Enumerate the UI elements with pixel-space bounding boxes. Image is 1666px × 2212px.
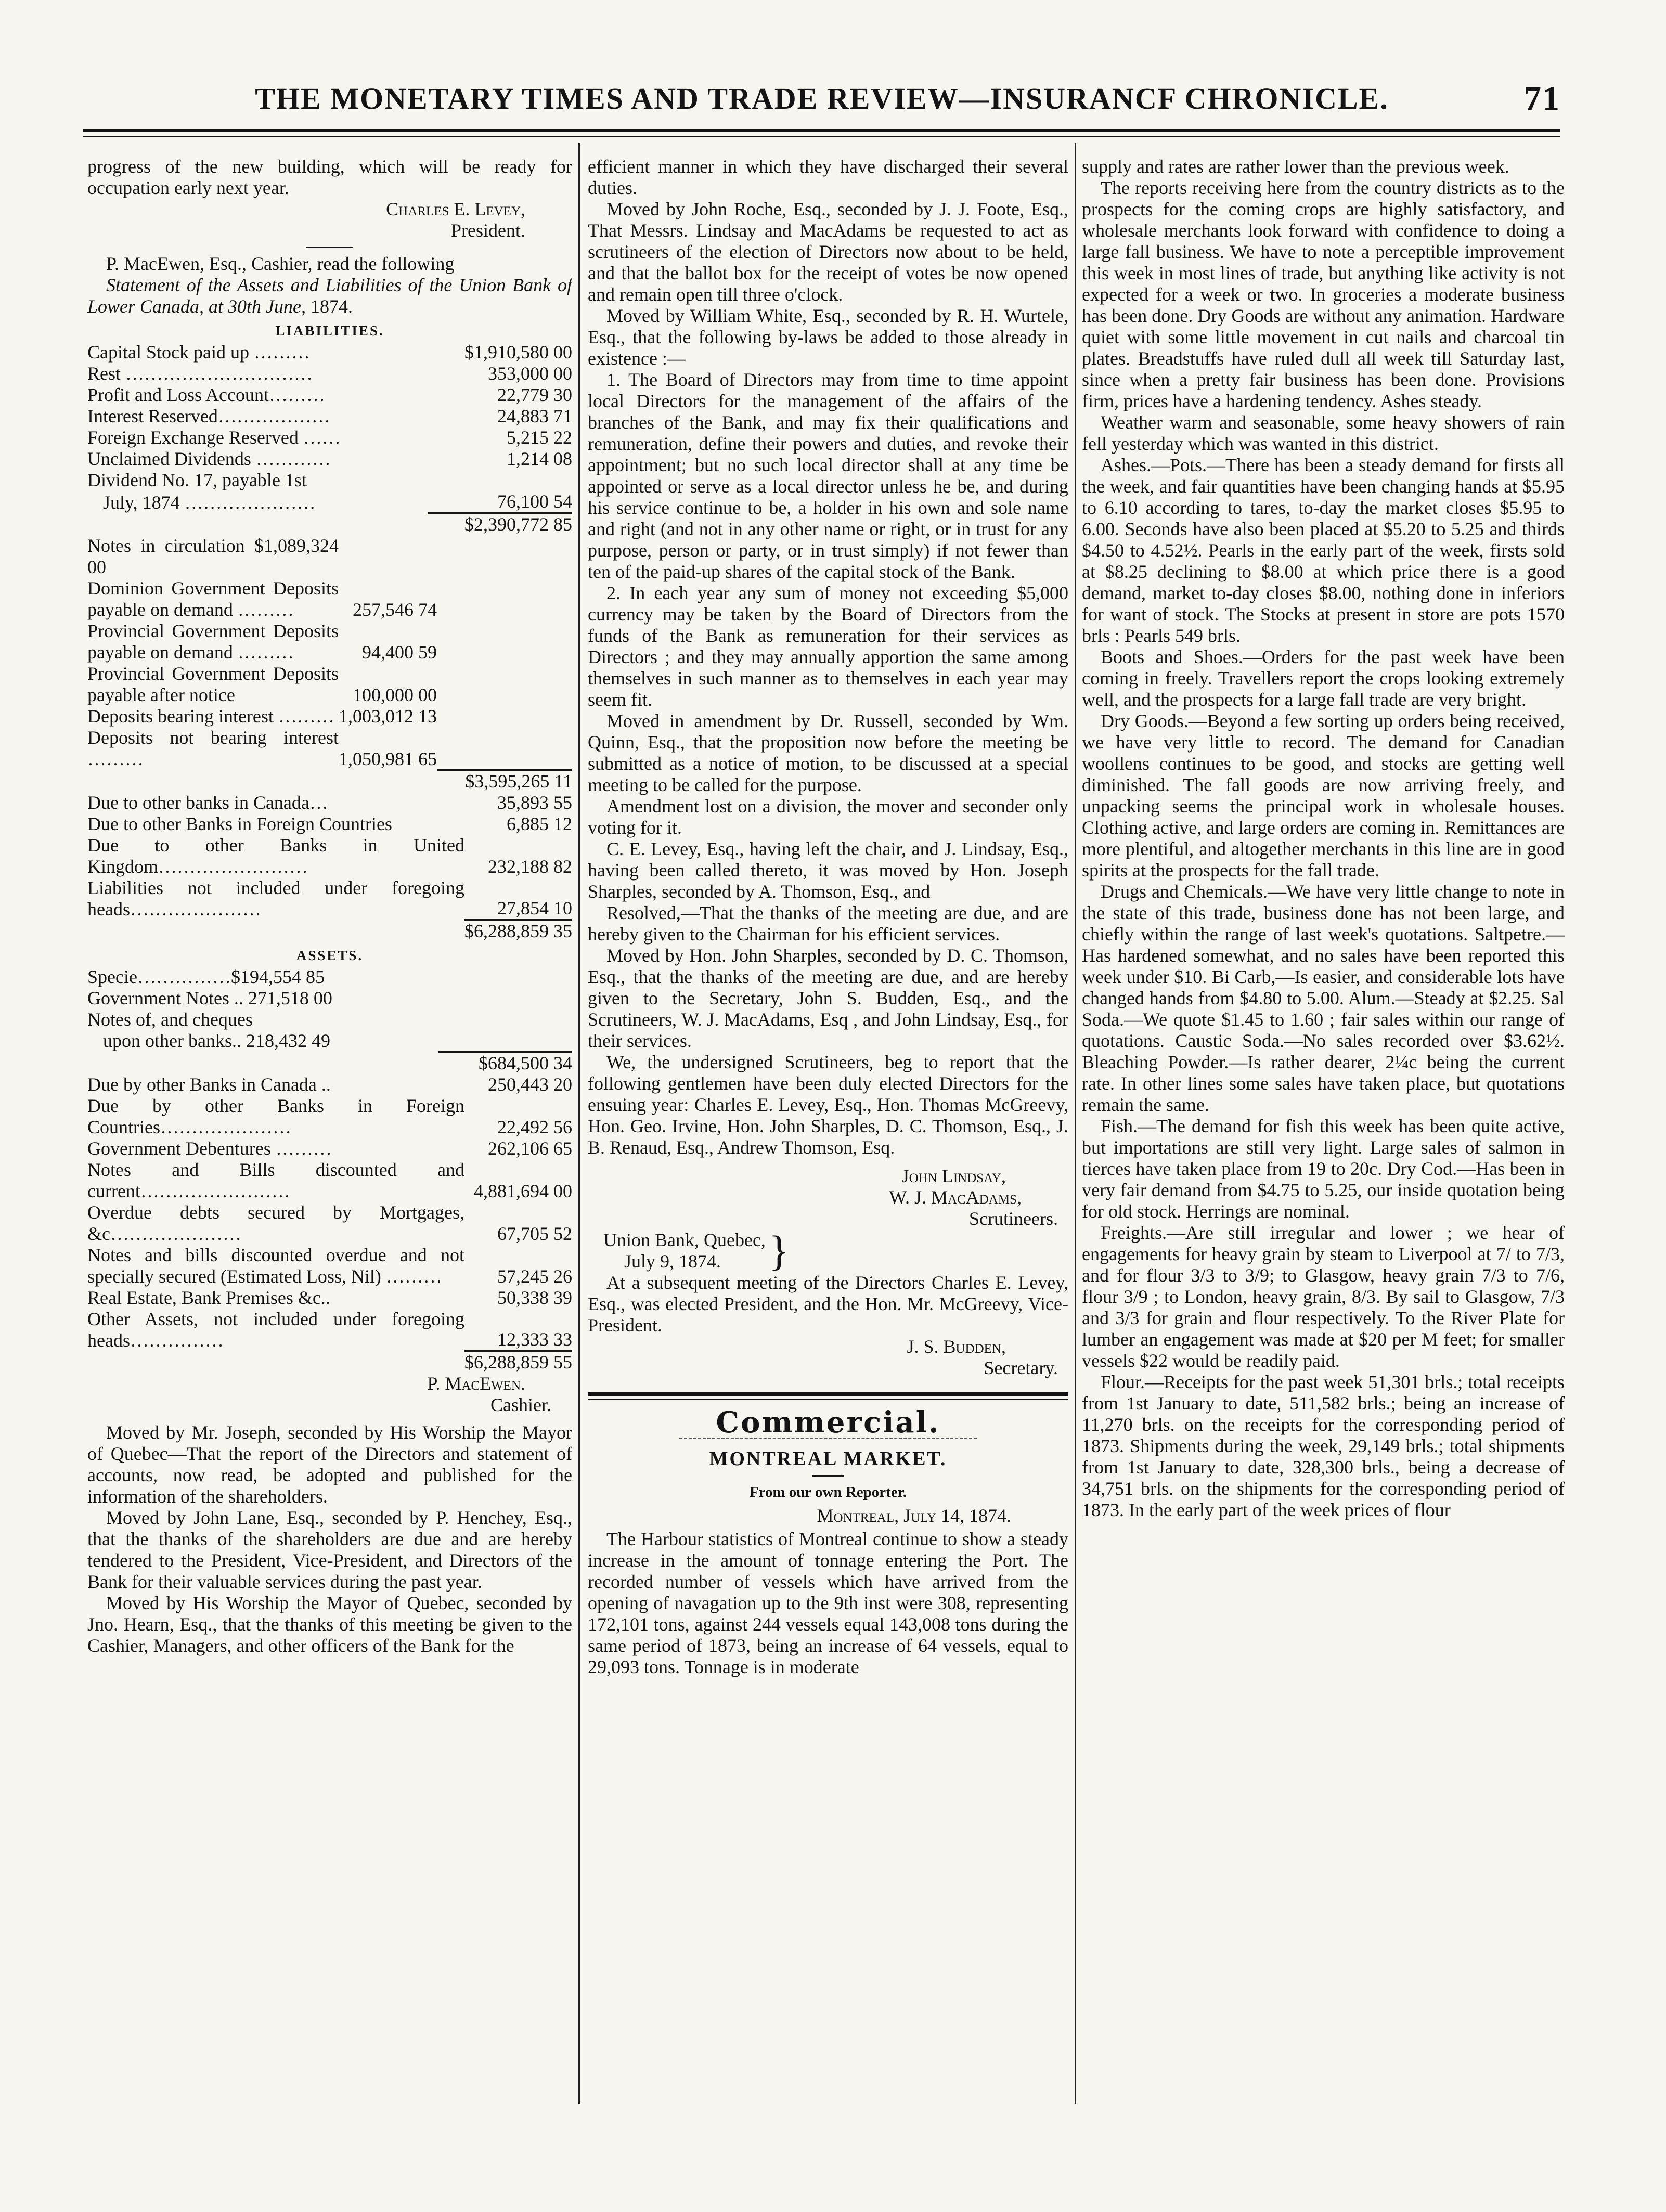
section-title: Commercial. xyxy=(716,1405,940,1440)
row-label: Due by other Banks in Canada .. xyxy=(87,1073,331,1095)
table-row xyxy=(87,427,572,448)
row-amount: 250,443 20 xyxy=(488,1073,572,1095)
table-row xyxy=(87,491,572,513)
table-row xyxy=(87,966,572,988)
due-table xyxy=(87,792,572,942)
header-rule-thick xyxy=(83,129,1560,132)
row-spacer xyxy=(437,620,572,663)
row-amount: 100,000 00 xyxy=(353,684,437,705)
cashier-read-text: P. MacEwen, Esq., Cashier, read the following xyxy=(106,253,455,274)
row-label: Profit and Loss Account……… xyxy=(87,384,325,405)
table-row xyxy=(87,1074,572,1095)
table-row xyxy=(87,706,572,727)
col3-paragraphs xyxy=(1082,156,1565,1521)
place-date: July 9, 1874. xyxy=(624,1251,721,1272)
assets-total: $6,288,859 55 xyxy=(464,1352,572,1373)
paragraph: Moved by William White, Esq., seconded by R. H. Wurtele, Esq., that the following by-laws be added to those already in existence :— xyxy=(588,305,1068,369)
paragraph: Flour.—Receipts for the past week 51,301 brls.; total receipts from 1st January to date, 511,582 brls.; being an increase of 11,270 brls. on the receipts for the corresponding period of 1873. Shipments during the week, 29,149 brls.; total shipments from 1st January to date, 328,300 brls., being a decrease of 34,751 brls. on the shipments for the corresponding period of 1873. In the early part of the week prices of flour xyxy=(1082,1372,1565,1520)
row-spacer xyxy=(437,578,572,620)
row-label: Interest Reserved……………… xyxy=(87,406,330,426)
table-row xyxy=(87,663,572,706)
table-row xyxy=(87,406,572,427)
row-amount: 22,779 30 xyxy=(497,384,572,405)
paragraph: C. E. Levey, Esq., having left the chair, and J. Lindsay, Esq., having been called thereto, it was moved by Hon. Joseph Sharples, seconded by A. Thomson, Esq., and xyxy=(588,838,1068,902)
paragraph: Amendment lost on a division, the mover and seconder only voting for it. xyxy=(588,796,1068,838)
paragraph: Dry Goods.—Beyond a few sorting up orders being received, we have very little to record. The demand for Canadian woollens continues to be good, and stocks are getting well diminished. The fall goods are now arriving freely, and unpacking seems the principal work in wholesale houses. Clothing active, and large orders are coming in. Remittances are more plentiful, and altogether merchants in this line are in good spirits at the prospects for the fall trade. xyxy=(1082,710,1565,881)
row-amount: 4,881,694 00 xyxy=(474,1180,572,1201)
cashier-title: Cashier. xyxy=(490,1394,551,1415)
paragraph: 2. In each year any sum of money not exceeding $5,000 currency may be taken by the Board of Directors from the funds of the Bank as remuneration for their services as Directors ; and they may annually apportion the same among themselves in such manner as to themselves in each year may seem fit. xyxy=(588,583,1068,710)
page-header xyxy=(83,78,1560,120)
column-divider-2 xyxy=(1075,143,1076,2104)
row-label: Notes and bills discounted overdue and not specially secured (Estimated Loss, Nil) ……… xyxy=(87,1244,464,1287)
statement-year: 1874. xyxy=(311,296,353,317)
row-label: Provincial Government Deposits payable after notice xyxy=(87,663,339,705)
table-row xyxy=(87,1245,572,1287)
row-amount: 5,215 22 xyxy=(507,427,572,448)
row-spacer xyxy=(437,663,572,706)
header-rule-thin xyxy=(83,136,1560,137)
paragraph: Moved in amendment by Dr. Russell, seconded by Wm. Quinn, Esq., that the proposition now before the meeting be submitted as a notice of motion, to be discussed at a special meeting to be called for the purpose. xyxy=(588,710,1068,795)
brace-glyph: } xyxy=(768,1227,790,1274)
col2-paragraphs xyxy=(588,156,1068,1158)
table-row xyxy=(87,620,572,663)
row-amount: 1,050,981 65 xyxy=(339,748,437,769)
row-spacer xyxy=(437,706,572,727)
assets-cash-total: $684,500 34 xyxy=(438,1052,572,1074)
assets-cash-table xyxy=(87,966,572,1074)
row-amount xyxy=(339,535,437,578)
subsequent-meeting: At a subsequent meeting of the Directors Charles E. Levey, Esq., was elected President, and the Hon. Mr. McGreevy, Vice-President. xyxy=(588,1272,1068,1336)
table-row xyxy=(87,727,572,770)
row-amount: 67,705 52 xyxy=(497,1223,572,1244)
paragraph: Boots and Shoes.—Orders for the past week have been coming in freely. Travellers report the crops looking extremely well, and the prospects for a large fall trade are very bright. xyxy=(1082,646,1565,710)
paragraph: 1. The Board of Directors may from time to time appoint local Directors for the management of the affairs of the branches of the Bank, and may fix their qualifications and remuneration, define their powers and duties, and revoke their appointment; but no such local director shall at any time be appointed or serve as a local director unless he be, and during his service continue to be, a holder in his own and sole name and right (and not in any other name or right, or in trust for any purpose, person or party, or in trust simply) if not fewer than ten of the paid-up shares of the capital stock of the Bank. xyxy=(588,369,1068,582)
row-label: Due by other Banks in Foreign Countries………………… xyxy=(87,1095,464,1137)
row-label: Provincial Government Deposits payable on demand ……… xyxy=(87,620,339,663)
row-label: July, 1874 ………………… xyxy=(103,491,316,513)
row-amount: 50,338 39 xyxy=(497,1287,572,1308)
scrutineer-1: John Lindsay, xyxy=(901,1166,1006,1186)
table-row xyxy=(87,1287,572,1309)
row-amount: 35,893 55 xyxy=(497,792,572,813)
row-label: Deposits bearing interest ……… xyxy=(87,706,334,727)
row-amount xyxy=(438,966,572,988)
place-lines xyxy=(603,1230,766,1272)
row-amount: 12,333 33 xyxy=(497,1329,572,1350)
row-spacer xyxy=(437,727,572,770)
reporter-line: From our own Reporter. xyxy=(749,1484,907,1500)
paragraph: Resolved,—That the thanks of the meeting are due, and are hereby given to the Chairman for his efficient services. xyxy=(588,902,1068,945)
column-3 xyxy=(1082,156,1565,2101)
statement-title xyxy=(87,275,572,317)
notes-deposits-table xyxy=(87,535,572,792)
row-label: Notes of, and cheques xyxy=(87,1009,253,1030)
paragraph: The reports receiving here from the country districts as to the prospects for the coming crops are highly satisfactory, and wholesale merchants look forward with confidence to doing a large fall business. We have to note a perceptible improvement this week in most lines of trade, but anything like activity is not expected for a week or two. In groceries a moderate business has been done. Dry Goods are without any animation. Hardware quiet with some little movement in cut nails and charcoal tin plates. Breadstuffs have ruled dull all week till Saturday last, since when a pretty fair business has been done. Provisions firm, prices have a hardening tendency. Ashes steady. xyxy=(1082,177,1565,411)
paragraph: Moved by John Lane, Esq., seconded by P. Henchey, Esq., that the thanks of the shareholders are due and are hereby tendered to the President, Vice-President, and Directors of the Bank for their valuable services during the past year. xyxy=(87,1507,572,1592)
row-label: Liabilities not included under foregoing heads………………… xyxy=(87,877,464,920)
row-amount: 353,000 00 xyxy=(488,363,572,384)
secretary-title: Secretary. xyxy=(984,1357,1058,1378)
row-amount: 262,106 65 xyxy=(488,1137,572,1159)
paragraph: Fish.—The demand for fish this week has been quite active, but importations are still very light. Large sales of salmon in tierces have taken place from 19 to 20c. Dry Cod.—Has been in very fair demand from $4.75 to 5.25, our inside quotation being for old stock. Herrings are nominal. xyxy=(1082,1116,1565,1222)
table-row xyxy=(87,792,572,813)
page-number: 71 xyxy=(1524,80,1560,118)
secretary-signature: J. S. Budden, xyxy=(907,1336,1006,1357)
president-title: President. xyxy=(451,220,525,241)
liabilities-table xyxy=(87,342,572,535)
table-row xyxy=(87,813,572,835)
place: Union Bank, Quebec, xyxy=(603,1230,766,1250)
scrutineer-2: W. J. MacAdams, xyxy=(889,1187,1022,1208)
row-amount: 27,854 10 xyxy=(497,898,572,919)
assets-heading: ASSETS. xyxy=(296,948,364,963)
cashier-signature: P. MacEwen. xyxy=(427,1373,525,1394)
row-label: Notes in circulation $1,089,324 00 xyxy=(87,535,339,577)
row-amount xyxy=(438,988,572,1009)
row-label: Government Debentures ……… xyxy=(87,1137,332,1159)
row-label: Overdue debts secured by Mortgages, &c………………… xyxy=(87,1201,464,1244)
row-amount: $1,910,580 00 xyxy=(464,342,572,363)
table-row xyxy=(87,342,572,363)
market-title: MONTREAL MARKET. xyxy=(709,1448,947,1470)
section-rule-thin xyxy=(588,1399,1068,1400)
table-row xyxy=(87,877,572,920)
masthead-title: THE MONETARY TIMES AND TRADE REVIEW—INSURANCF CHRONICLE. xyxy=(255,82,1389,115)
row-amount: 1,214 08 xyxy=(507,448,572,469)
table-row xyxy=(87,384,572,406)
table-row xyxy=(87,578,572,620)
paragraph: Drugs and Chemicals.—We have very little change to note in the state of this trade, business done has not been large, and chiefly within the range of last week's quotations. Saltpetre.—Has hardened somewhat, and no sales have been reported this week under $10. Bi Carb,—Is easier, and considerable lots have changed hands from $4.80 to 5.00. Alum.—Steady at $2.25. Sal Soda.—We quote $1.45 to 1.60 ; fair sales within our range of quotations. Caustic Soda.—No sales recorded over $3.62½. Bleaching Powder.—Is rather dearer, 2¼c being the current rate. In other lines some sales have taken place, but quotations remain the same. xyxy=(1082,881,1565,1115)
dateline: Montreal, July 14, 1874. xyxy=(817,1505,1011,1526)
row-amount: 1,003,012 13 xyxy=(339,706,437,727)
row-label: Other Assets, not included under foregoing heads…………… xyxy=(87,1308,464,1351)
paragraph: Moved by His Worship the Mayor of Quebec, seconded by Jno. Hearn, Esq., that the thanks of this meeting be given to the Cashier, Managers, and other officers of the Bank for the xyxy=(87,1593,572,1656)
row-amount: 232,188 82 xyxy=(488,856,572,877)
row-amount: 94,400 59 xyxy=(362,642,437,663)
table-row xyxy=(87,1030,572,1052)
row-label: Rest ………………………… xyxy=(87,363,313,384)
row-label: Dividend No. 17, payable 1st xyxy=(87,470,307,490)
row-label: Capital Stock paid up ……… xyxy=(87,342,310,363)
row-amount: 57,245 26 xyxy=(497,1265,572,1287)
column-1 xyxy=(87,156,572,2101)
table-row xyxy=(87,835,572,877)
row-label: Dominion Government Deposits payable on demand ……… xyxy=(87,578,339,620)
paragraph: Moved by Mr. Joseph, seconded by His Worship the Mayor of Quebec—That the report of the Directors and statement of accounts, now read, be adopted and published for the information of the shareholders. xyxy=(87,1422,572,1507)
row-label: Specie……………$194,554 85 xyxy=(87,966,325,987)
paragraph: Moved by Hon. John Sharples, seconded by D. C. Thomson, Esq., that the thanks of the meeting are due, and are hereby given to the Secretary, John S. Budden, Esq., and the Scrutineers, W. J. MacAdams, Esq , and John Lindsay, Esq., for their services. xyxy=(588,945,1068,1051)
column-2 xyxy=(588,156,1068,2101)
row-amount: 24,883 71 xyxy=(497,406,572,426)
row-amount xyxy=(438,1009,572,1030)
col1-paragraphs xyxy=(87,1422,572,1657)
scrutineers-title: Scrutineers. xyxy=(969,1208,1058,1229)
paragraph: supply and rates are rather lower than the previous week. xyxy=(1082,156,1509,177)
row-label: Deposits not bearing interest ……… xyxy=(87,727,339,769)
statement-title-text: Statement of the Assets and Liabilities of the Union Bank of Lower Canada, at 30th June, xyxy=(87,275,572,317)
place-block xyxy=(603,1227,1068,1274)
row-amount: 6,885 12 xyxy=(507,813,572,834)
row-label: upon other banks.. 218,432 49 xyxy=(103,1030,330,1051)
row-amount: 76,100 54 xyxy=(497,491,572,512)
liabilities-total: $6,288,859 35 xyxy=(464,921,572,941)
table-row xyxy=(87,988,572,1009)
row-amount: 22,492 56 xyxy=(497,1116,572,1137)
paragraph: Moved by John Roche, Esq., seconded by J. J. Foote, Esq., That Messrs. Lindsay and MacAdams be requested to act as scrutineers of the election of Directors now about to be held, and that the ballot box for the receipt of votes be now opened and remain open till three o'clock. xyxy=(588,199,1068,305)
row-label: Due to other banks in Canada… xyxy=(87,792,328,813)
assets-table xyxy=(87,1074,572,1374)
separator-rule xyxy=(306,247,353,248)
table-row xyxy=(87,1309,572,1351)
table-row xyxy=(87,363,572,384)
row-label: Due to other Banks in Foreign Countries xyxy=(87,813,392,834)
row-spacer xyxy=(437,535,572,578)
row-amount xyxy=(428,470,572,491)
table-row xyxy=(87,1009,572,1030)
row-label: Real Estate, Bank Premises &c.. xyxy=(87,1287,330,1308)
table-row xyxy=(87,1095,572,1138)
row-label: Due to other Banks in United Kingdom…………………… xyxy=(87,834,464,877)
liabilities-subtotal: $2,390,772 85 xyxy=(428,513,572,536)
intro-text: progress of the new building, which will be ready for occupation early next year. xyxy=(87,156,572,198)
deposits-total: $3,595,265 11 xyxy=(437,770,572,792)
table-row xyxy=(87,448,572,470)
table-row xyxy=(87,535,572,578)
row-label: Foreign Exchange Reserved …… xyxy=(87,427,341,448)
market-rule xyxy=(812,1475,844,1477)
paragraph: Freights.—Are still irregular and lower ; we hear of engagements for heavy grain by steam to Liverpool at 7/ to 7/3, and for flour 3/3 to 3/9; to Glasgow, heavy grain 7/3 to 7/6, flour 3/9 ; to London, heavy grain, 8/3. By sail to Glasgow, 7/3 and 3/3 for grain and flour respectively. To the River Plate for lumber an engagement was made at $20 per M feet; for smaller vessels $22 would be readily paid. xyxy=(1082,1222,1565,1371)
row-label: Notes and Bills discounted and current…………………… xyxy=(87,1159,464,1201)
paragraph: efficient manner in which they have discharged their several duties. xyxy=(588,156,1068,198)
paragraph: Weather warm and seasonable, some heavy showers of rain fell yesterday which was wanted in this district. xyxy=(1082,412,1565,454)
table-row xyxy=(87,470,572,491)
liabilities-heading: LIABILITIES. xyxy=(275,323,384,339)
table-row xyxy=(87,1159,572,1202)
column-divider-1 xyxy=(578,143,580,2104)
row-label: Government Notes .. 271,518 00 xyxy=(87,988,332,1008)
row-amount: 257,546 74 xyxy=(353,599,437,620)
table-row xyxy=(87,1138,572,1159)
table-row xyxy=(87,1202,572,1245)
section-rule-thick xyxy=(588,1392,1068,1396)
paragraph: We, the undersigned Scrutineers, beg to report that the following gentlemen have been duly elected Directors for the ensuing year: Charles E. Levey, Esq., Hon. Thomas McGreevy, Hon. Geo. Irvine, Hon. John Sharples, D. C. Thomson, Esq., J. B. Renaud, Esq., Andrew Thomson, Esq. xyxy=(588,1052,1068,1158)
paragraph: Ashes.—Pots.—There has been a steady demand for firsts all the week, and fair quantities have been changing hands at $5.95 to 6.10 according to tares, to-day the market closes $5.95 to 6.00. Seconds have also been placed at $5.20 to 5.25 and thirds $4.50 to 4.52½. Pearls in the early part of the week, firsts sold at $8.25 declining to $8.00 at which price there is a good demand, market to-day closes $8.00, nothing done in inferiors for want of stock. The Stocks at present in store are pots 1570 brls : Pearls 549 brls. xyxy=(1082,455,1565,646)
president-signature: Charles E. Levey, xyxy=(386,199,525,219)
market-paragraph: The Harbour statistics of Montreal continue to show a steady increase in the amount of tonnage entering the Port. The recorded number of vessels which have arrived from the opening of navagation up to the 9th inst were 308, representing 172,101 tons, against 244 vessels equal 143,008 tons during the same period of 1873, being an increase of 64 vessels, equal to 29,093 tons. Tonnage is in moderate xyxy=(588,1529,1068,1677)
row-amount xyxy=(438,1030,572,1052)
row-label: Unclaimed Dividends ………… xyxy=(87,448,331,469)
